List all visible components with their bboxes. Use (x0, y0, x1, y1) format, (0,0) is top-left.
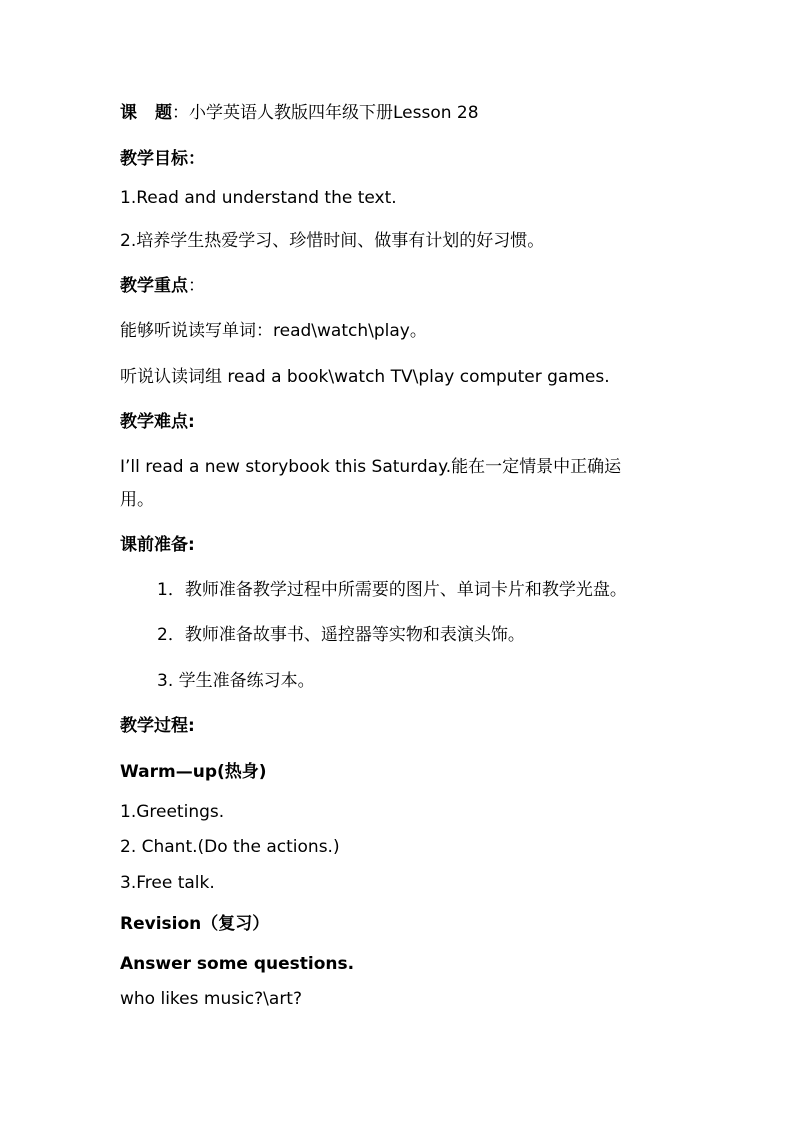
difficulties-line-2: 用。 (120, 490, 154, 510)
preparation-heading: 课前准备: (120, 535, 195, 555)
key-points-heading-line (120, 275, 205, 297)
preparation-item-2: 2．教师准备故事书、遥控器等实物和表演头饰。 (157, 625, 525, 645)
preparation-item-1: 1．教师准备教学过程中所需要的图片、单词卡片和教学光盘。 (157, 580, 627, 600)
preparation-item-3: 3. 学生准备练习本。 (157, 671, 315, 691)
objectives-heading: 教学目标： (120, 149, 205, 169)
key-points-heading: 教学重点 (120, 276, 188, 296)
question-line: who likes music?\art? (120, 989, 302, 1009)
difficulties-heading: 教学难点: (120, 412, 195, 432)
answer-heading: Answer some questions. (120, 954, 355, 974)
key-points-suffix: ： (188, 276, 205, 296)
warmup-item-2: 2. Chant.(Do the actions.) (120, 837, 340, 857)
lesson-label-2: 题 (155, 103, 172, 123)
objective-item-1: 1.Read and understand the text. (120, 188, 397, 208)
lesson-title: 小学英语人教版四年级下册Lesson 28 (189, 103, 479, 123)
key-point-item-1: 能够听说读写单词：read\watch\play。 (120, 321, 427, 341)
process-heading: 教学过程: (120, 716, 195, 736)
lesson-label-1: 课 (120, 103, 137, 123)
lesson-separator: ： (172, 103, 189, 123)
warmup-heading: Warm—up(热身) (120, 762, 267, 782)
lesson-title-line (120, 102, 479, 124)
warmup-item-3: 3.Free talk. (120, 873, 215, 893)
revision-heading: Revision（复习） (120, 914, 270, 934)
objective-item-2: 2.培养学生热爱学习、珍惜时间、做事有计划的好习惯。 (120, 231, 545, 251)
warmup-item-1: 1.Greetings. (120, 802, 225, 822)
difficulties-line-1: I’ll read a new storybook this Saturday.能在一定情景中正确运 (120, 457, 622, 477)
key-point-item-2: 听说认读词组 read a book\watch TV\play computer games. (120, 367, 610, 387)
